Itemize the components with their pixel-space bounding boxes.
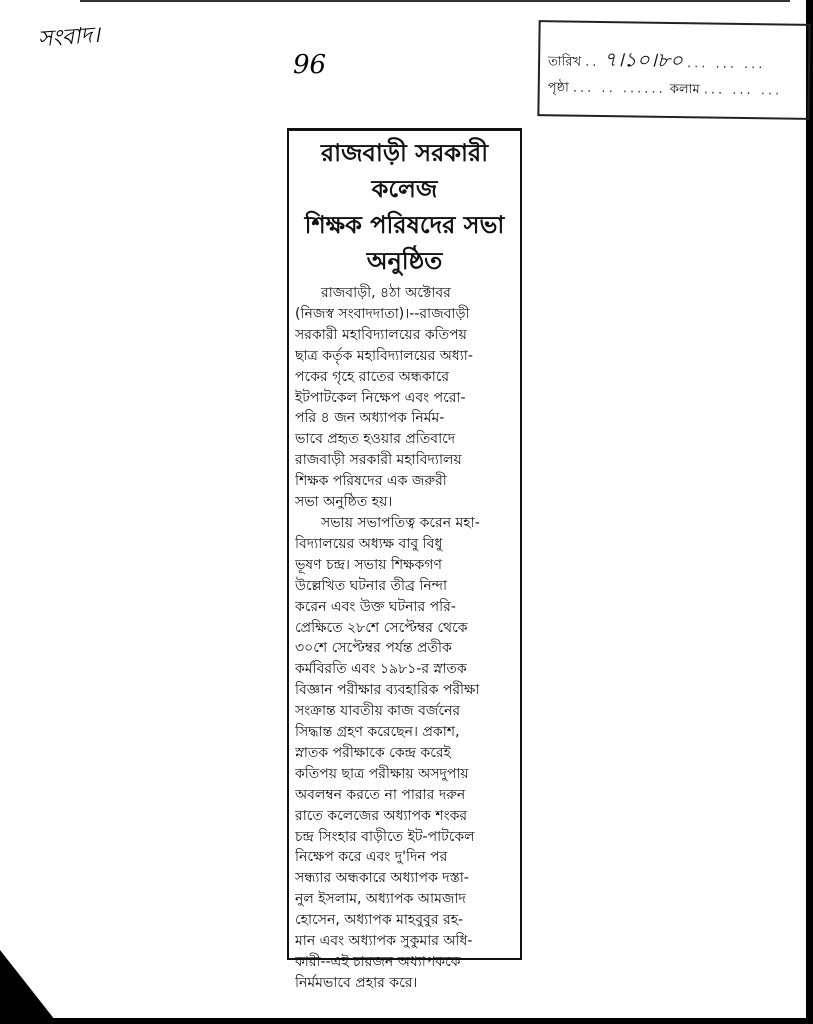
date-stamp: [537, 20, 810, 120]
article-line: (নিজস্ব সংবাদদাতা)।--রাজবাড়ী: [295, 305, 470, 322]
article-line: কতিপয় ছাত্র পরীক্ষায় অসদুপায়: [295, 765, 469, 782]
stamp-date-value: ৭।১০।৮০: [603, 47, 684, 73]
article-line: সভায় সভাপতিত্ব করেন মহা-: [321, 514, 480, 531]
article-line: স্নাতক পরীক্ষাকে কেন্দ্র করেই: [295, 744, 451, 761]
article-line: চন্দ্র সিংহার বাড়ীতে ইট-পাটকেল: [295, 828, 475, 845]
handwritten-page-number: 96: [293, 50, 327, 80]
handwritten-source-note: সংবাদ।: [37, 22, 101, 53]
article-line: অবলম্বন করতে না পারার দরুন: [295, 786, 466, 803]
article-line: রাজবাড়ী, ৪ঠা অক্টোবর: [321, 285, 451, 301]
article-line: ভাবে প্রহৃত হওয়ার প্রতিবাদে: [295, 431, 456, 448]
scan-top-edge: [80, 0, 790, 2]
newspaper-clipping: [287, 128, 522, 991]
scan-corner-shadow: [0, 950, 55, 1020]
article-line: বিজ্ঞান পরীক্ষার ব্যবহারিক পরীক্ষা: [295, 682, 480, 699]
article-line: সংক্রান্ত যাবতীয় কাজ বর্জনের: [295, 703, 461, 720]
article-line: মান এবং অধ্যাপক সুকুমার অধি-: [295, 933, 473, 950]
stamp-page-label: পৃষ্ঠা: [547, 80, 569, 96]
article-line: ভূষণ চন্দ্র। সভায় শিক্ষকগণ: [295, 556, 442, 573]
article-line: সরকারী মহাবিদ্যালয়ের কতিপয়: [295, 326, 467, 343]
stamp-page-row: পৃষ্ঠা ... .. ...... কলাম ... ... ...: [547, 80, 783, 99]
stamp-date-label: তারিখ: [547, 54, 582, 70]
article-line: শিক্ষক পরিষদের এক জরুরী: [295, 473, 447, 490]
article-line: সন্ধ্যার অন্ধকারে অধ্যাপক দস্তা-: [295, 870, 469, 887]
article-line: ইটপাটকেল নিক্ষেপ এবং পরো-: [295, 389, 466, 406]
scan-bottom-edge: [0, 1018, 813, 1024]
headline-line: রাজবাড়ী সরকারী কলেজ: [320, 139, 489, 203]
article-line: পরি ৪ জন অধ্যাপক নির্মম-: [295, 410, 445, 427]
stamp-date-row: তারিখ .. ৭।১০।৮০ ... ... ...: [547, 47, 766, 73]
article-line: সিদ্ধান্ত গ্রহণ করেছেন। প্রকাশ,: [295, 724, 460, 741]
article-line: হোসেন, অধ্যাপক মাহবুবুর রহ-: [295, 912, 464, 929]
article-line: নুল ইসলাম, অধ্যাপক আমজাদ: [295, 891, 466, 908]
article-line: রাতে কলেজের অধ্যাপক শংকর: [295, 807, 468, 824]
article-line: বিদ্যালয়ের অধ্যক্ষ বাবু বিধু: [295, 535, 443, 552]
article-line: কর্মবিরতি এবং ১৯৮১-র স্নাতক: [295, 661, 467, 678]
article-line: করেন এবং উক্ত ঘটনার পরি-: [295, 598, 456, 615]
article-body: [295, 283, 514, 994]
article-line: সভা অনুষ্ঠিত হয়।: [295, 494, 393, 511]
article-headline: [295, 135, 514, 279]
headline-line: শিক্ষক পরিষদের সভা: [304, 211, 505, 239]
article-line: উল্লেখিত ঘটনার তীব্র নিন্দা: [295, 577, 448, 594]
article-line: নিক্ষেপ করে এবং দু'দিন পর: [295, 849, 448, 866]
article-line: প্রেক্ষিতে ২৮শে সেপ্টেম্বর থেকে: [295, 619, 468, 636]
article-line: কারী--এই চারজন অধ্যাপককে: [295, 954, 461, 970]
stamp-column-label: কলাম: [669, 81, 700, 98]
headline-line: অনুষ্ঠিত: [366, 247, 443, 275]
article-line: নির্মমভাবে প্রহার করে।: [295, 974, 418, 991]
article-line: রাজবাড়ী সরকারী মহাবিদ্যালয়: [295, 452, 462, 469]
article-line: ৩০শে সেপ্টেম্বর পর্যন্ত প্রতীক: [295, 640, 452, 657]
article-line: পকের গৃহে রাতের অন্ধকারে: [295, 368, 450, 385]
scan-right-edge: [806, 0, 813, 1024]
article-line: ছাত্র কর্তৃক মহাবিদ্যালয়ের অধ্যা-: [295, 347, 473, 364]
